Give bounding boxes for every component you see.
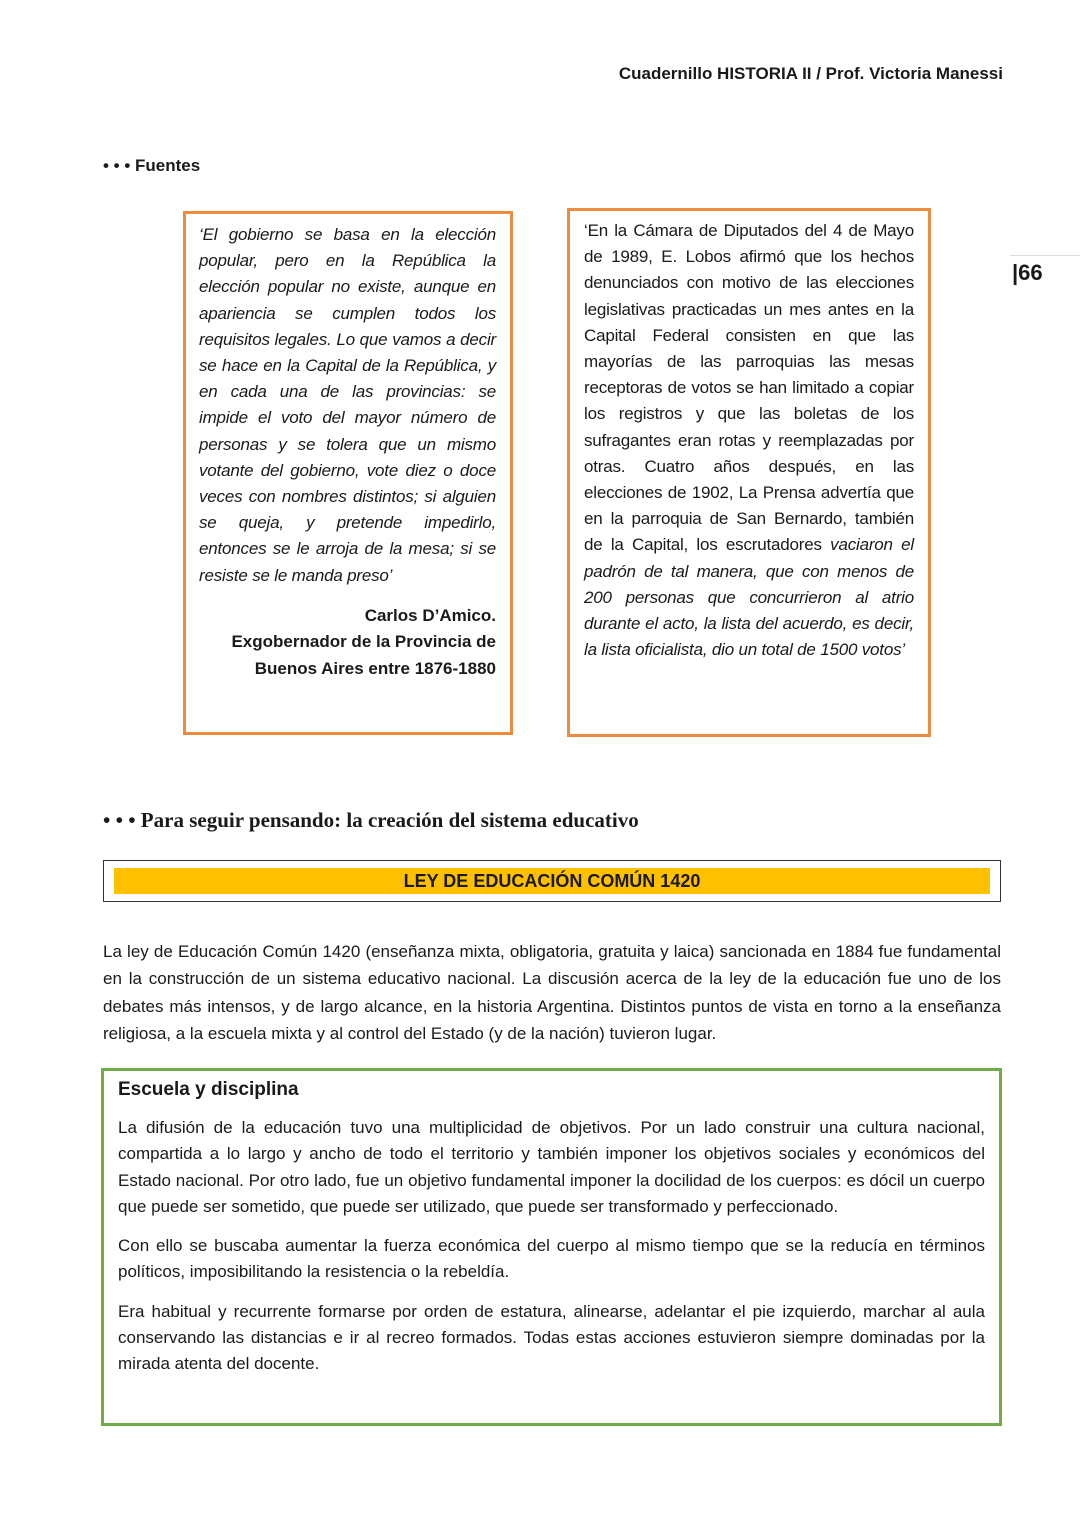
source-quote: ‘El gobierno se basa en la elección popular, pero en la República la elección popular no existe, aunque en apariencia se cumplen todos los requisitos legales. Lo que vamos a decir se hace en la Capital de la República, y en cada una de las provincias: se impide el voto del mayor número de personas y se tolera que un mismo votante del gobierno, vote diez o doce veces con nombres distintos; si alguien se queja, y pretende impedirlo, entonces se le arroja de la mesa; si se resiste se le manda preso’: [199, 225, 496, 585]
section-heading-fuentes: • • • Fuentes: [103, 156, 201, 175]
author-name: Carlos D’Amico.: [364, 605, 496, 625]
box-paragraph: La difusión de la educación tuvo una multiplicidad de objetivos. Por un lado construir una cultura nacional, compartida a lo largo y ancho de todo el territorio y también imponer los objetivos sociales y económicos del Estado nacional. Por otro lado, fue un objetivo fundamental imponer la docilidad de los cuerpos: es dócil un cuerpo que puede ser sometido, que puede ser utilizado, que puede ser transformado y perfeccionado.: [118, 1118, 985, 1216]
page-header: Cuadernillo HISTORIA II / Prof. Victoria Manessi: [618, 64, 1003, 83]
box-paragraph: Era habitual y recurrente formarse por orden de estatura, alinearse, adelantar el pie izquierdo, marchar al aula conservando las distancias e ir al recreo formados. Todas estas acciones estuvieron siempre dominadas por la mirada atenta del docente.: [118, 1301, 985, 1374]
source-text: [584, 218, 914, 663]
law-title-box: [103, 860, 1001, 902]
source-box-damico: [183, 211, 513, 735]
page-number-divider: [1010, 255, 1080, 256]
section-heading-pensando: • • • Para seguir pensando: la creación del sistema educativo: [103, 808, 639, 832]
box-paragraph: Con ello se buscaba aumentar la fuerza económica del cuerpo al mismo tiempo que se la reducía en términos políticos, imposibilitando la resistencia o la rebeldía.: [118, 1236, 985, 1282]
source-author: [199, 603, 496, 683]
source-text-italic: vaciaron el padrón de tal manera, que con menos de 200 personas que concurrieron al atrio durante el acto, la lista del acuerdo, es decir, la lista oficialista, dio un total de 1500 votos’: [584, 535, 914, 660]
box-title: Escuela y disciplina: [118, 1079, 299, 1100]
source-text-plain: ‘En la Cámara de Diputados del 4 de Mayo de 1989, E. Lobos afirmó que los hechos denunciados con motivo de las elecciones legislativas practicadas un mes antes en la Capital Federal consisten en que las mayorías de las parroquias las mesas receptoras de votos se han limitado a copiar los registros y que las boletas de los sufragantes eran rotas y reemplazadas por otras. Cuatro años después, en las elecciones de 1902, La Prensa advertía que en la parroquia de San Bernardo, también de la Capital, los escrutadores: [584, 221, 914, 555]
law-title: LEY DE EDUCACIÓN COMÚN 1420: [114, 868, 990, 894]
author-role: Exgobernador de la Provincia de: [231, 632, 496, 652]
intro-paragraph: La ley de Educación Común 1420 (enseñanza mixta, obligatoria, gratuita y laica) sancionada en 1884 fue fundamental en la construcción de un sistema educativo nacional. La discusión acerca de la ley de la educación fue uno de los debates más intensos, y de largo alcance, en la historia Argentina. Distintos puntos de vista en torno a la enseñanza religiosa, a la escuela mixta y al control del Estado (y de la nación) tuvieron lugar.: [103, 942, 1001, 1043]
escuela-disciplina-box: [101, 1068, 1002, 1426]
source-box-lobos: [567, 208, 931, 737]
author-role-2: Buenos Aires entre 1876-1880: [254, 658, 496, 678]
page-number: |66: [1012, 260, 1043, 285]
